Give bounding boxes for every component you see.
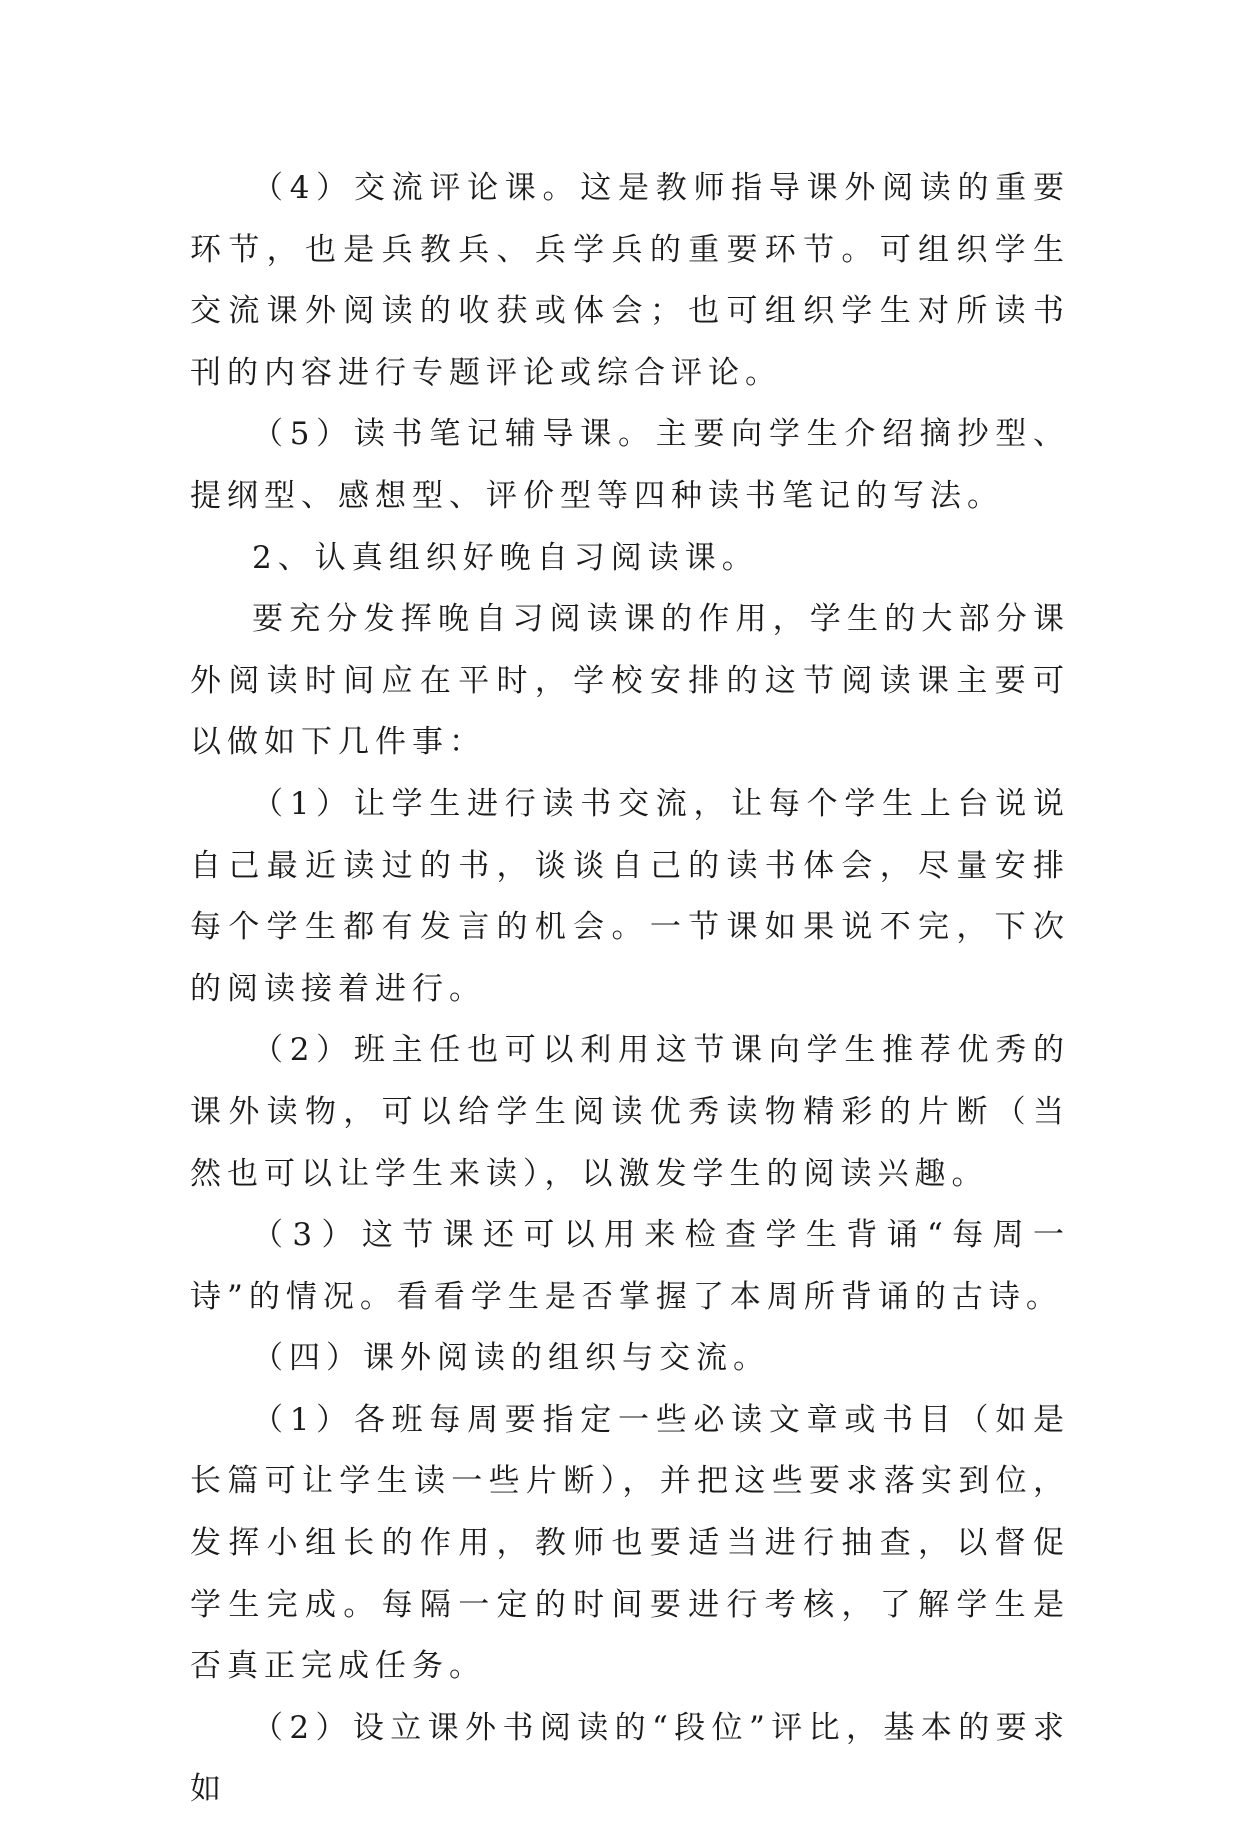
paragraph-evening-reading-intro: 要充分发挥晚自习阅读课的作用，学生的大部分课外阅读时间应在平时，学校安排的这节阅读课主要可以做如下几件事：: [190, 601, 1070, 761]
document-body: [190, 158, 1070, 1821]
paragraph-required-reading: （1）各班每周要指定一些必读文章或书目（如是长篇可让学生读一些片断），并把这些要求落实到位，发挥小组长的作用，教师也要适当进行抽查，以督促学生完成。每隔一定的时间要进行考核，了解学生是否真正完成任务。: [190, 1401, 1070, 1685]
paragraph-section-four-heading: （四）课外阅读的组织与交流。: [252, 1340, 770, 1377]
paragraph-reading-notes-class: （5）读书笔记辅导课。主要向学生介绍摘抄型、提纲型、感想型、评价型等四种读书笔记的写法。: [190, 416, 1070, 514]
paragraph-reading-discussion-class: （4）交流评论课。这是教师指导课外阅读的重要环节，也是兵教兵、兵学兵的重要环节。可组织学生交流课外阅读的收获或体会；也可组织学生对所读书刊的内容进行专题评论或综合评论。: [190, 170, 1070, 391]
paragraph-book-exchange: （1）让学生进行读书交流，让每个学生上台说说自己最近读过的书，谈谈自己的读书体会，尽量安排每个学生都有发言的机会。一节课如果说不完，下次的阅读接着进行。: [190, 785, 1070, 1007]
paragraph-poem-check: （3）这节课还可以用来检查学生背诵“每周一诗”的情况。看看学生是否掌握了本周所背诵的古诗。: [190, 1217, 1070, 1315]
paragraph-recommend-books: （2）班主任也可以利用这节课向学生推荐优秀的课外读物，可以给学生阅读优秀读物精彩的片断（当然也可以让学生来读），以激发学生的阅读兴趣。: [190, 1032, 1070, 1192]
paragraph-reading-rank: （2）设立课外书阅读的“段位”评比，基本的要求如: [190, 1709, 1070, 1808]
paragraph-evening-reading-heading: 2、认真组织好晚自习阅读课。: [252, 539, 759, 576]
